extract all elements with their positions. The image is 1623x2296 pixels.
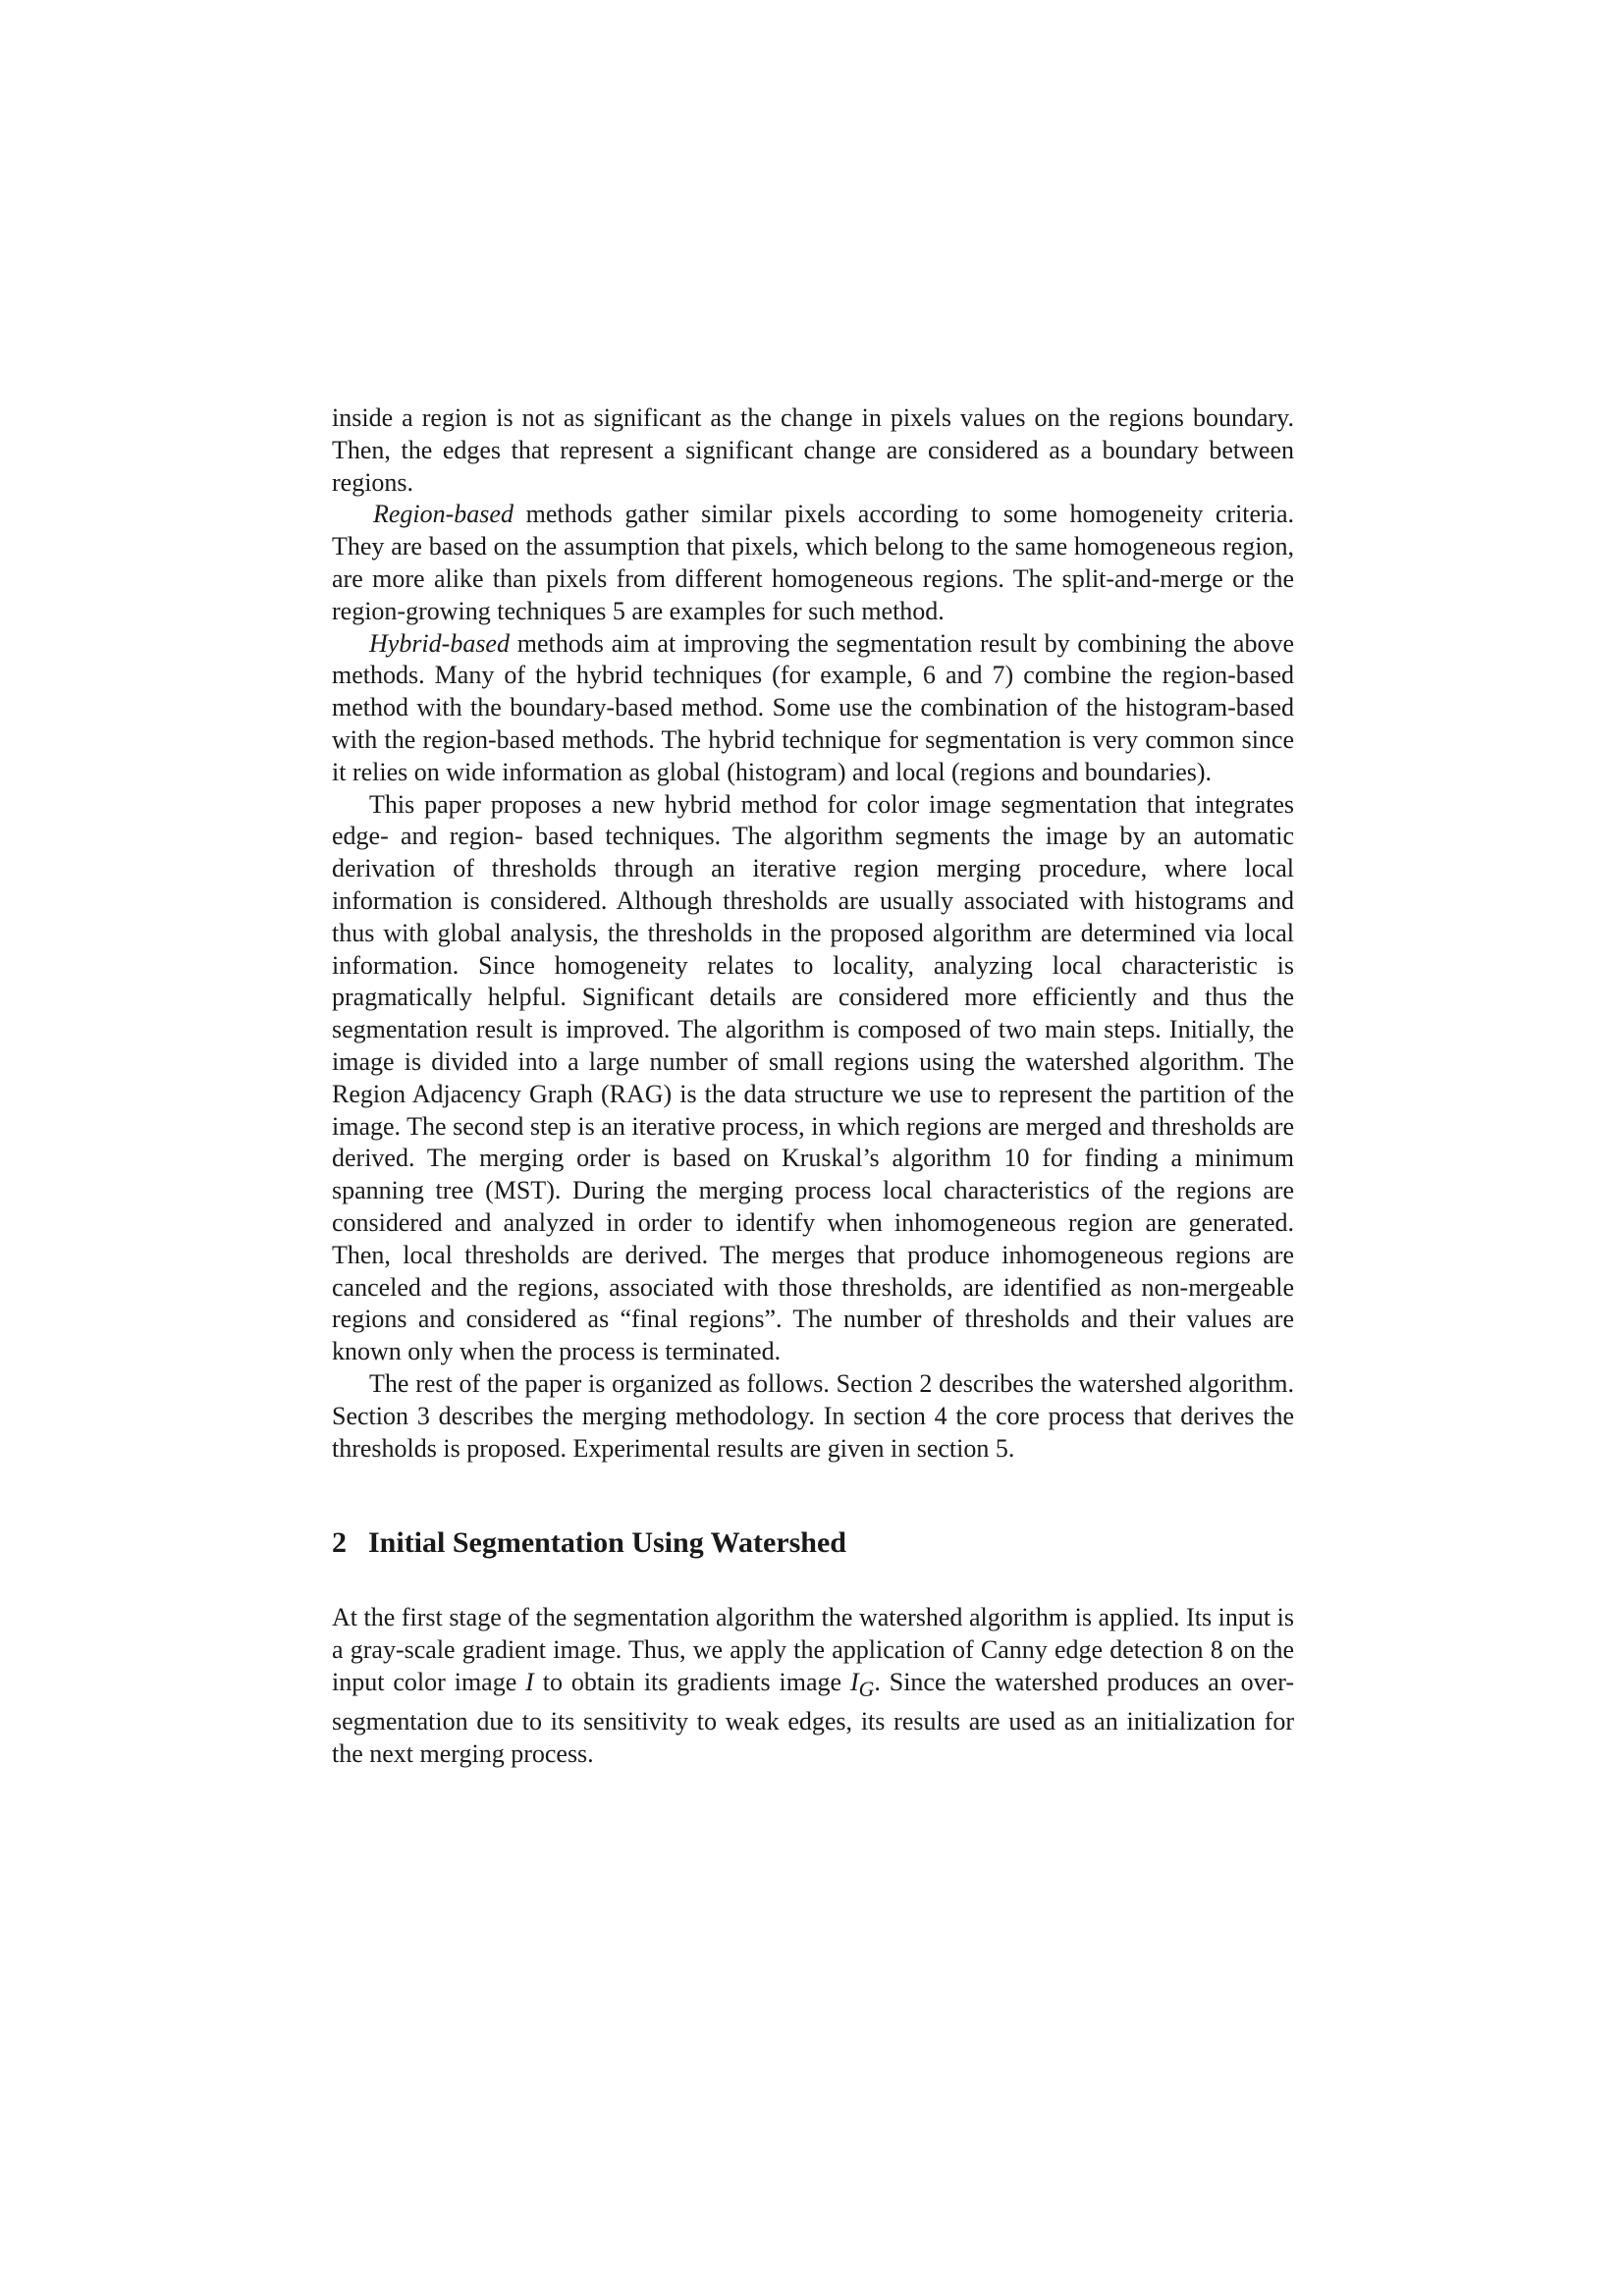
- paragraph-text: At the first stage of the segmentation algorithm the watershed algorithm is applied. Its input is a gray-scale gradient image. Thus, we apply the application of Canny edge detection 8 on the input color image: [332, 1603, 1294, 1696]
- paragraph-organization: [332, 1368, 1294, 1465]
- section-heading: [332, 1525, 1294, 1561]
- paragraph-hybrid-based: [332, 628, 1294, 789]
- paragraph-text: . Since the watershed produces an over-segmentation due to its sensitivity to weak edges, its results are used as an initialization for the next merging process.: [332, 1667, 1295, 1768]
- math-variable-I: I: [525, 1667, 534, 1696]
- math-subscript-G: G: [858, 1678, 875, 1702]
- paragraph-watershed: [332, 1602, 1294, 1770]
- paragraph-region-based: [332, 499, 1294, 627]
- paragraph-text: The rest of the paper is organized as follows. Section 2 describes the watershed algorithm. Section 3 describes the merging methodology. In section 4 the core process that derives the thresholds is proposed. Experimental results are given in section 5.: [332, 1368, 1294, 1463]
- paragraph-text: to obtain its gradients image: [533, 1667, 850, 1696]
- paragraph-text: methods gather similar pixels according to some homogeneity criteria. They are based on the assumption that pixels, which belong to the same homogeneous region, are more alike than pixels from different homogeneous regions. The split-and-merge or the region-growing techniques 5 are examples for such method.: [332, 500, 1294, 625]
- paragraph-boundary-continued: [332, 402, 1294, 499]
- paragraph-text: inside a region is not as significant as the change in pixels values on the regions boundary. Then, the edges that represent a significant change are considered as a boundary between regions.: [332, 403, 1294, 497]
- paragraph-text: This paper proposes a new hybrid method for color image segmentation that integrates edge- and region- based techniques. The algorithm segments the image by an automatic derivation of thresholds through an iterative region merging procedure, where local information is considered. Although thresholds are usually associated with histograms and thus with global analysis, the thresholds in the proposed algorithm are determined via local information. Since homogeneity relates to locality, analyzing local characteristic is pragmatically helpful. Significant details are considered more efficiently and thus the segmentation result is improved. The algorithm is composed of two main steps. Initially, the image is divided into a large number of small regions using the watershed algorithm. The Region Adjacency Graph (RAG) is the data structure we use to represent the partition of the image. The second step is an iterative process, in which regions are merged and thresholds are derived. The merging order is based on Kruskal’s algorithm 10 for finding a minimum spanning tree (MST). During the merging process local characteristics of the regions are considered and analyzed in order to identify when inhomogeneous region are generated. Then, local thresholds are derived. The merges that produce inhomogeneous regions are canceled and the regions, associated with those thresholds, are identified as non-mergeable regions and considered as “final regions”. The number of thresholds and their values are known only when the process is terminated.: [332, 789, 1294, 1366]
- math-variable-IG: I: [850, 1667, 859, 1696]
- section-number: 2: [332, 1526, 347, 1560]
- paragraph-text: methods aim at improving the segmentation result by combining the above methods. Many of the hybrid techniques (for example, 6 and 7) combine the region-based method with the boundary-based method. Some use the combination of the histogram-based with the region-based methods. The hybrid technique for segmentation is very common since it relies on wide information as global (histogram) and local (regions and boundaries).: [332, 628, 1294, 786]
- page-body: [332, 402, 1294, 1770]
- italic-term-hybrid-based: Hybrid-based: [369, 628, 510, 658]
- italic-term-region-based: Region-based: [373, 500, 514, 529]
- section-title: Initial Segmentation Using Watershed: [368, 1526, 846, 1560]
- paragraph-proposal: [332, 789, 1294, 1368]
